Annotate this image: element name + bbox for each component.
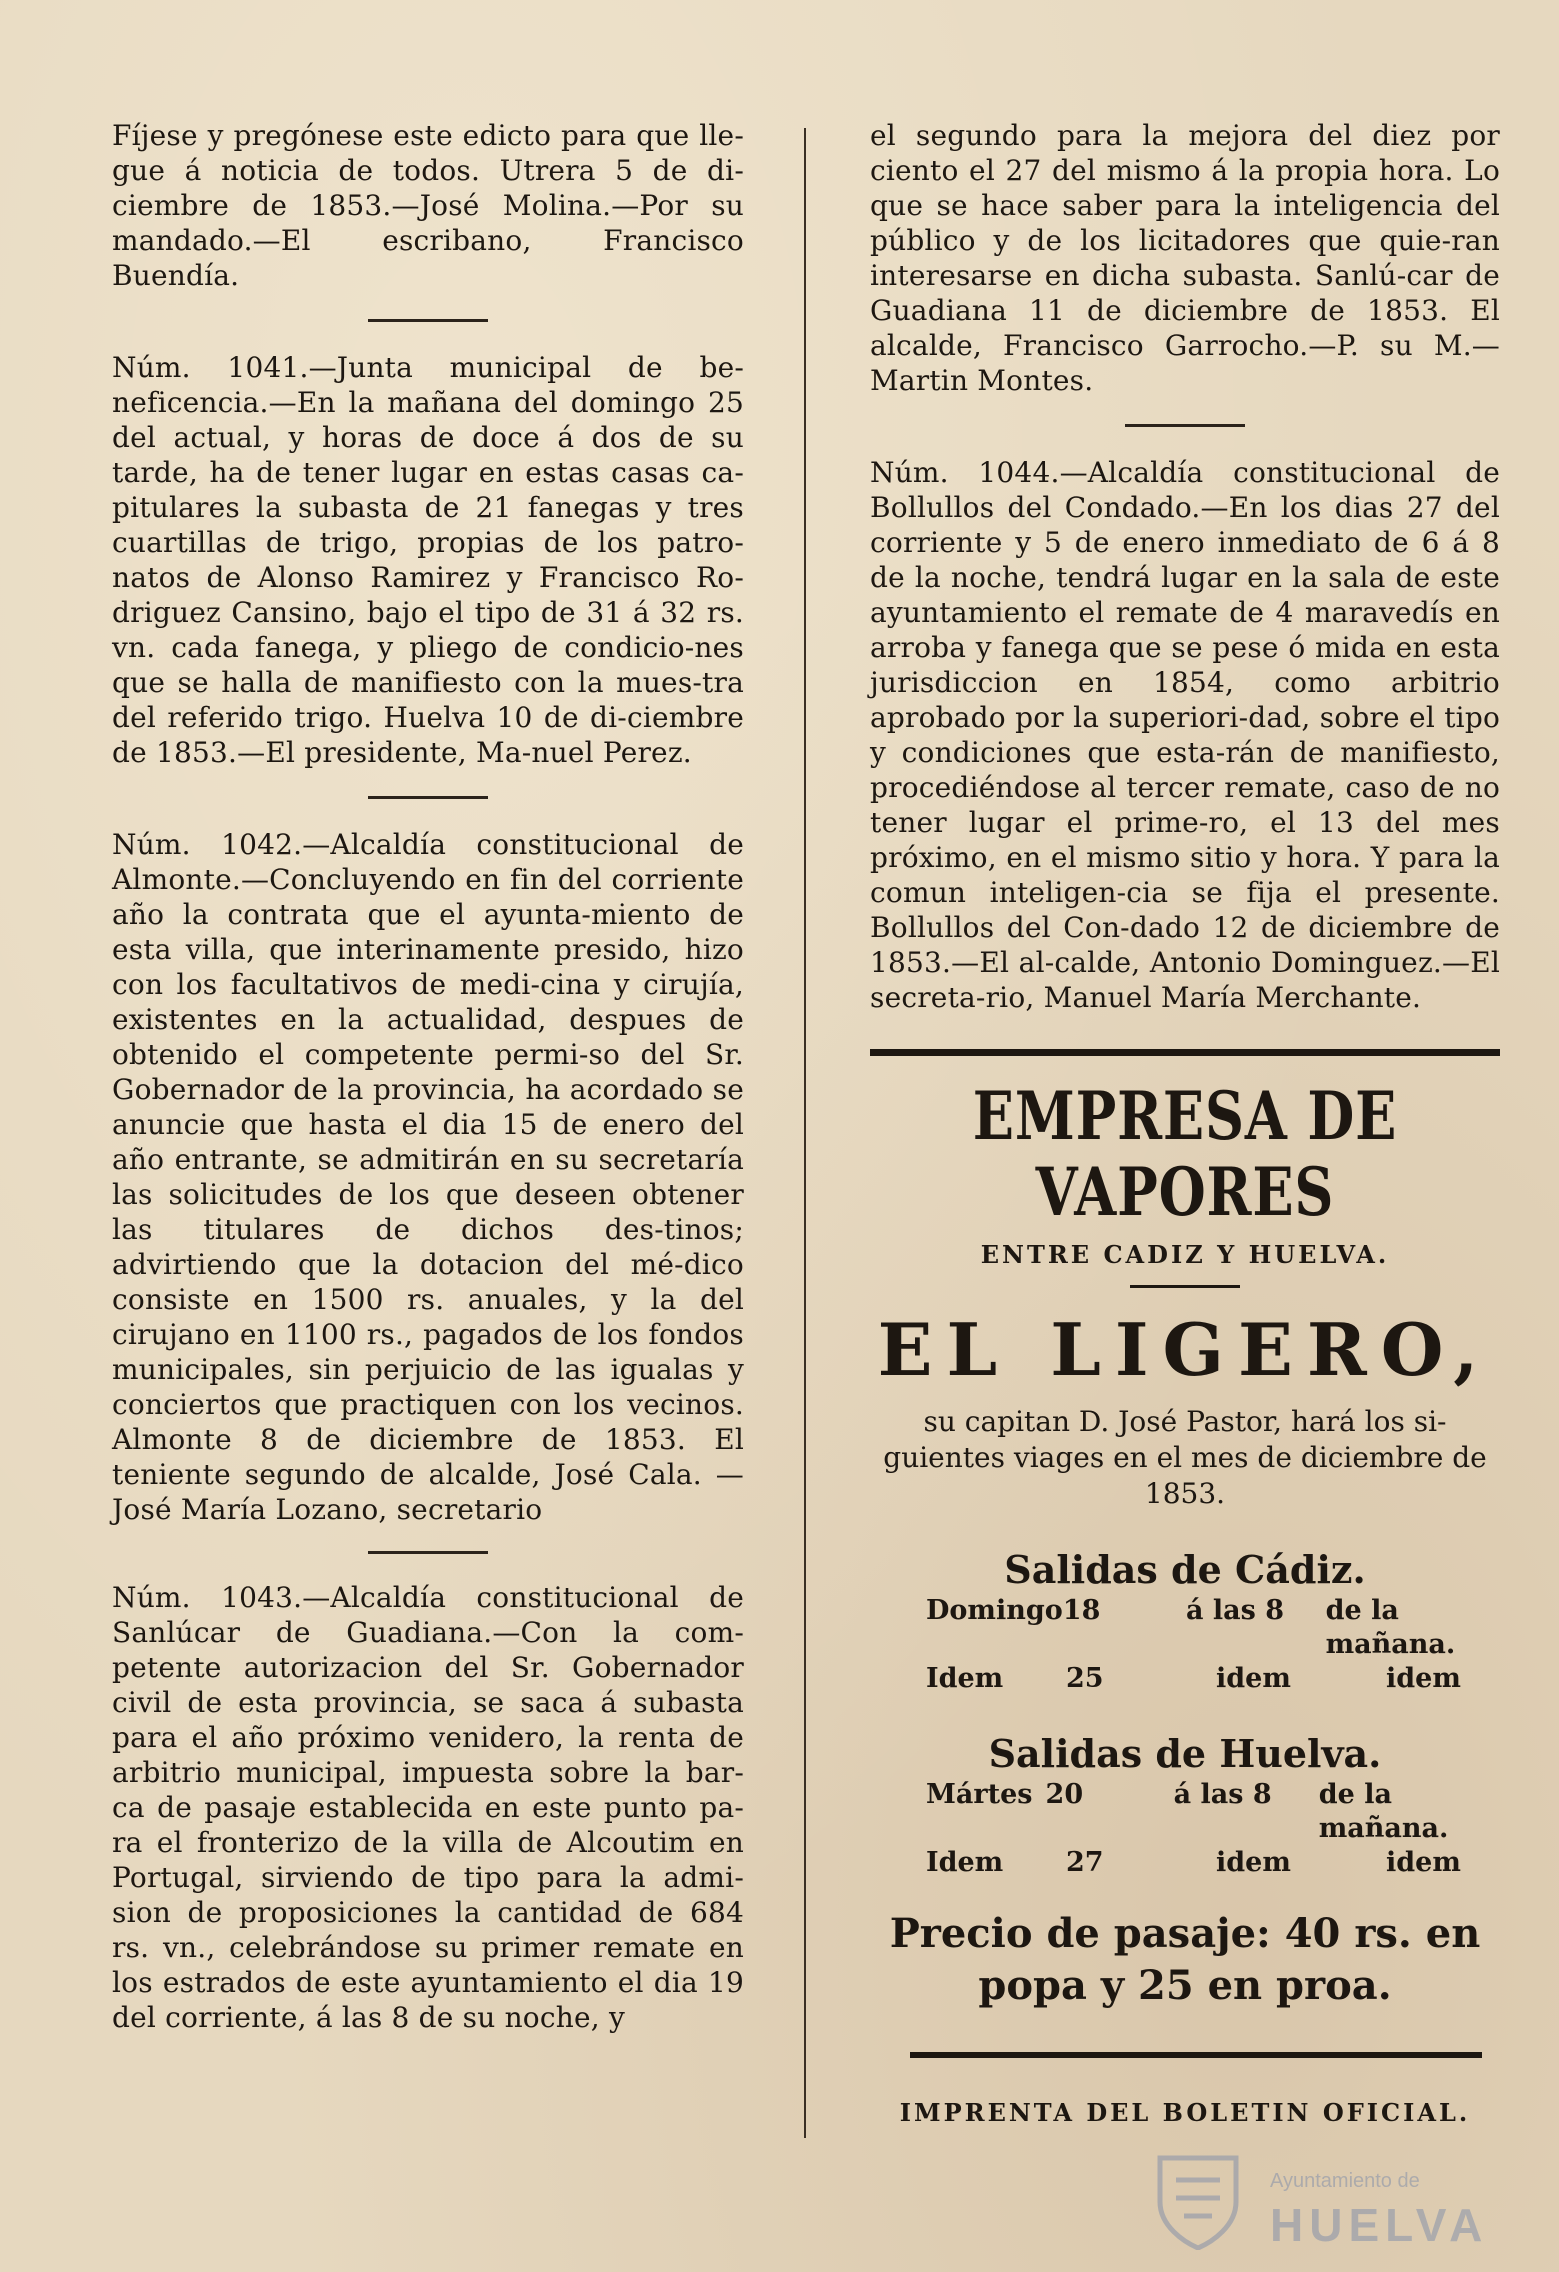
- schedule-row: [926, 1778, 1500, 1846]
- archive-watermark: [1150, 2150, 1489, 2251]
- huelva-departures-heading: Salidas de Huelva.: [988, 1731, 1382, 1776]
- shield-icon: [1150, 2150, 1246, 2250]
- schedule-time: á las 8: [1185, 1595, 1285, 1626]
- schedule-row: [926, 1662, 1500, 1696]
- schedule-period: de la mañana.: [1325, 1595, 1456, 1660]
- watermark-line2: HUELVA: [1270, 2199, 1489, 2251]
- schedule-period: de la mañana.: [1318, 1779, 1449, 1844]
- separator-rule: [1125, 424, 1245, 427]
- separator-rule: [368, 796, 488, 799]
- schedule-time: idem: [1216, 1663, 1291, 1694]
- advert-bottom-rule: [910, 2052, 1482, 2058]
- notice-1041: Núm. 1041.—Junta municipal de be-neficencia.—En la mañana del domingo 25 del actual, y horas de doce á dos de su tarde, ha de tener lugar en estas casas ca-pitulares la subasta de 21 fanegas y tres cuartillas de trigo, propias de los patro-natos de Alonso Ramirez y Francisco Ro-driguez Cansino, bajo el tipo de 31 á 32 rs. vn. cada fanega, y pliego de condicio-nes que se halla de manifiesto con la mues-tra del referido trigo. Huelva 10 de di-ciembre de 1853.—El presidente, Ma-nuel Perez.: [112, 351, 744, 769]
- schedule-time: idem: [1216, 1847, 1291, 1878]
- schedule-row: [926, 1846, 1500, 1880]
- schedule-date: 18: [1062, 1595, 1101, 1626]
- schedule-day: Idem: [926, 1663, 1004, 1694]
- notice-1043: Núm. 1043.—Alcaldía constitucional de Sanlúcar de Guadiana.—Con la com-petente autorizacion del Sr. Gobernador civil de esta provincia, se saca á subasta para el año próximo venidero, la renta de arbitrio municipal, impuesta sobre la bar-ca de pasaje establecida en este punto pa-ra el fronterizo de la villa de Alcoutim en Portugal, sirviendo de tipo para la admi-sion de proposiciones la cantidad de 684 rs. vn., celebrándose su primer remate en los estrados de este ayuntamiento el dia 19 del corriente, á las 8 de su noche, y: [112, 1581, 744, 2034]
- schedule-period: idem: [1386, 1663, 1461, 1694]
- schedule-date: 27: [1066, 1847, 1104, 1878]
- schedule-date: 25: [1066, 1663, 1104, 1694]
- separator-rule: [368, 319, 488, 322]
- schedule-period: idem: [1386, 1847, 1461, 1878]
- ship-description: su capitan D. José Pastor, hará los si-guientes viages en el mes de diciembre de 1853.: [883, 1405, 1487, 1510]
- notice-1044: Núm. 1044.—Alcaldía constitucional de Bollullos del Condado.—En los dias 27 del corriente y 5 de enero inmediato de 6 á 8 de la noche, tendrá lugar en la sala de este ayuntamiento el remate de 4 maravedís en arroba y fanega que se pese ó mida en esta jurisdiccion en 1854, como arbitrio aprobado por la superiori-dad, sobre el tipo y condiciones que esta-rán de manifiesto, procediéndose al tercer remate, caso de no tener lugar el prime-ro, el 13 del mes próximo, en el mismo sitio y hora. Y para la comun inteligen-cia se fija el presente. Bollullos del Con-dado 12 de diciembre de 1853.—El al-calde, Antonio Dominguez.—El secreta-rio, Manuel María Merchante.: [870, 456, 1500, 1014]
- cadiz-departures-heading: Salidas de Cádiz.: [1004, 1547, 1366, 1592]
- schedule-time: á las 8: [1173, 1779, 1272, 1810]
- advert-top-rule: [870, 1049, 1500, 1056]
- schedule-row: [926, 1594, 1500, 1662]
- left-column: [112, 118, 744, 2035]
- schedule-day: Idem: [926, 1847, 1004, 1878]
- right-column: [870, 118, 1500, 2127]
- printer-imprint: IMPRENTA DEL BOLETIN OFICIAL.: [899, 2098, 1471, 2127]
- advert-short-rule: [1130, 1285, 1240, 1288]
- edict-closing-paragraph: Fíjese y pregónese este edicto para que lle-gue á noticia de todos. Utrera 5 de di-ciembre de 1853.—José Molina.—Por su mandado.—El escribano, Francisco Buendía.: [112, 119, 744, 292]
- fare-price: Precio de pasaje: 40 rs. en popa y 25 en proa.: [889, 1910, 1481, 2009]
- ship-name: EL LIGERO,: [877, 1307, 1493, 1392]
- separator-rule: [368, 1551, 488, 1554]
- schedule-day: Mártes: [926, 1779, 1033, 1810]
- schedule-day: Domingo: [926, 1595, 1063, 1626]
- advert-title: EMPRESA DE VAPORES: [972, 1077, 1398, 1231]
- schedule-date: 20: [1045, 1779, 1084, 1810]
- column-divider: [804, 128, 806, 2138]
- advert-subtitle: ENTRE CADIZ Y HUELVA.: [980, 1240, 1390, 1269]
- notice-1042: Núm. 1042.—Alcaldía constitucional de Almonte.—Concluyendo en fin del corriente año la contrata que el ayunta-miento de esta villa, que interinamente presido, hizo con los facultativos de medi-cina y cirujía, existentes en la actualidad, despues de obtenido el competente permi-so del Sr. Gobernador de la provincia, ha acordado se anuncie que hasta el dia 15 de enero del año entrante, se admitirán en su secretaría las solicitudes de los que deseen obtener las titulares de dichos des-tinos; advirtiendo que la dotacion del mé-dico consiste en 1500 rs. anuales, y la del cirujano en 1100 rs., pagados de los fondos municipales, sin perjuicio de las igualas y conciertos que practiquen con los vecinos. Almonte 8 de diciembre de 1853. El teniente segundo de alcalde, José Cala. —José María Lozano, secretario: [112, 828, 744, 1526]
- watermark-line1: Ayuntamiento de: [1270, 2170, 1420, 2192]
- notice-1043-continued: el segundo para la mejora del diez por ciento el 27 del mismo á la propia hora. Lo que se hace saber para la inteligencia del público y de los licitadores que quie-ran interesarse en dicha subasta. Sanlú-car de Guadiana 11 de diciembre de 1853. El alcalde, Francisco Garrocho.—P. su M.—Martin Montes.: [870, 119, 1500, 397]
